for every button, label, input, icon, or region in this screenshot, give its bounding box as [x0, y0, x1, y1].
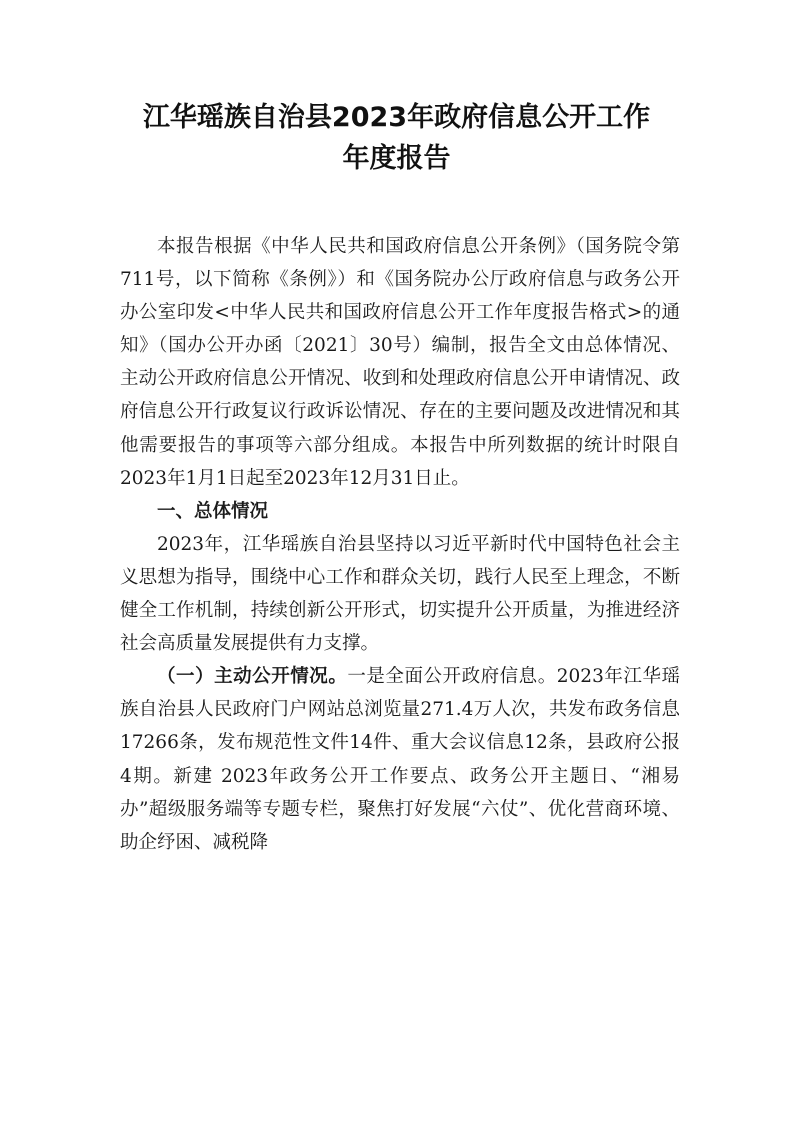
- proactive-disclosure-text: 一是全面公开政府信息。2023年江华瑶族自治县人民政府门户网站总浏览量271.4万人次，共发布政务信息17266条，发布规范性文件14件、重大会议信息12条，县政府公报4期。新建 2023年政务公开工作要点、政务公开主题日、“湘易办”超级服务端等专题专栏，聚焦打好发展“六仗”、优化营商环境、助企纾困、减税降: [120, 666, 680, 853]
- section-heading-overall: 一、总体情况: [157, 500, 269, 522]
- document-title-line-2: 年度报告: [342, 143, 451, 174]
- subsection-heading-proactive: （一）主动公开情况。: [157, 666, 348, 688]
- document-body: [120, 230, 680, 859]
- overall-paragraph: 2023年，江华瑶族自治县坚持以习近平新时代中国特色社会主义思想为指导，围绕中心工作和群众关切，践行人民至上理念，不断健全工作机制，持续创新公开形式，切实提升公开质量，为推进经济社会高质量发展提供有力支撑。: [120, 533, 680, 655]
- document-title-line-1: 江华瑶族自治县2023年政府信息公开工作: [142, 102, 651, 133]
- intro-paragraph: 本报告根据《中华人民共和国政府信息公开条例》（国务院令第711号，以下简称《条例》）和《国务院办公厅政府信息与政务公开办公室印发<中华人民共和国政府信息公开工作年度报告格式>的通知》（国办公开办函〔2021〕30号）编制，报告全文由总体情况、主动公开政府信息公开情况、收到和处理政府信息公开申请情况、政府信息公开行政复议行政诉讼情况、存在的主要问题及改进情况和其他需要报告的事项等六部分组成。本报告中所列数据的统计时限自2023年1月1日起至2023年12月31日止。: [120, 236, 680, 489]
- proactive-disclosure-paragraph: [120, 660, 680, 859]
